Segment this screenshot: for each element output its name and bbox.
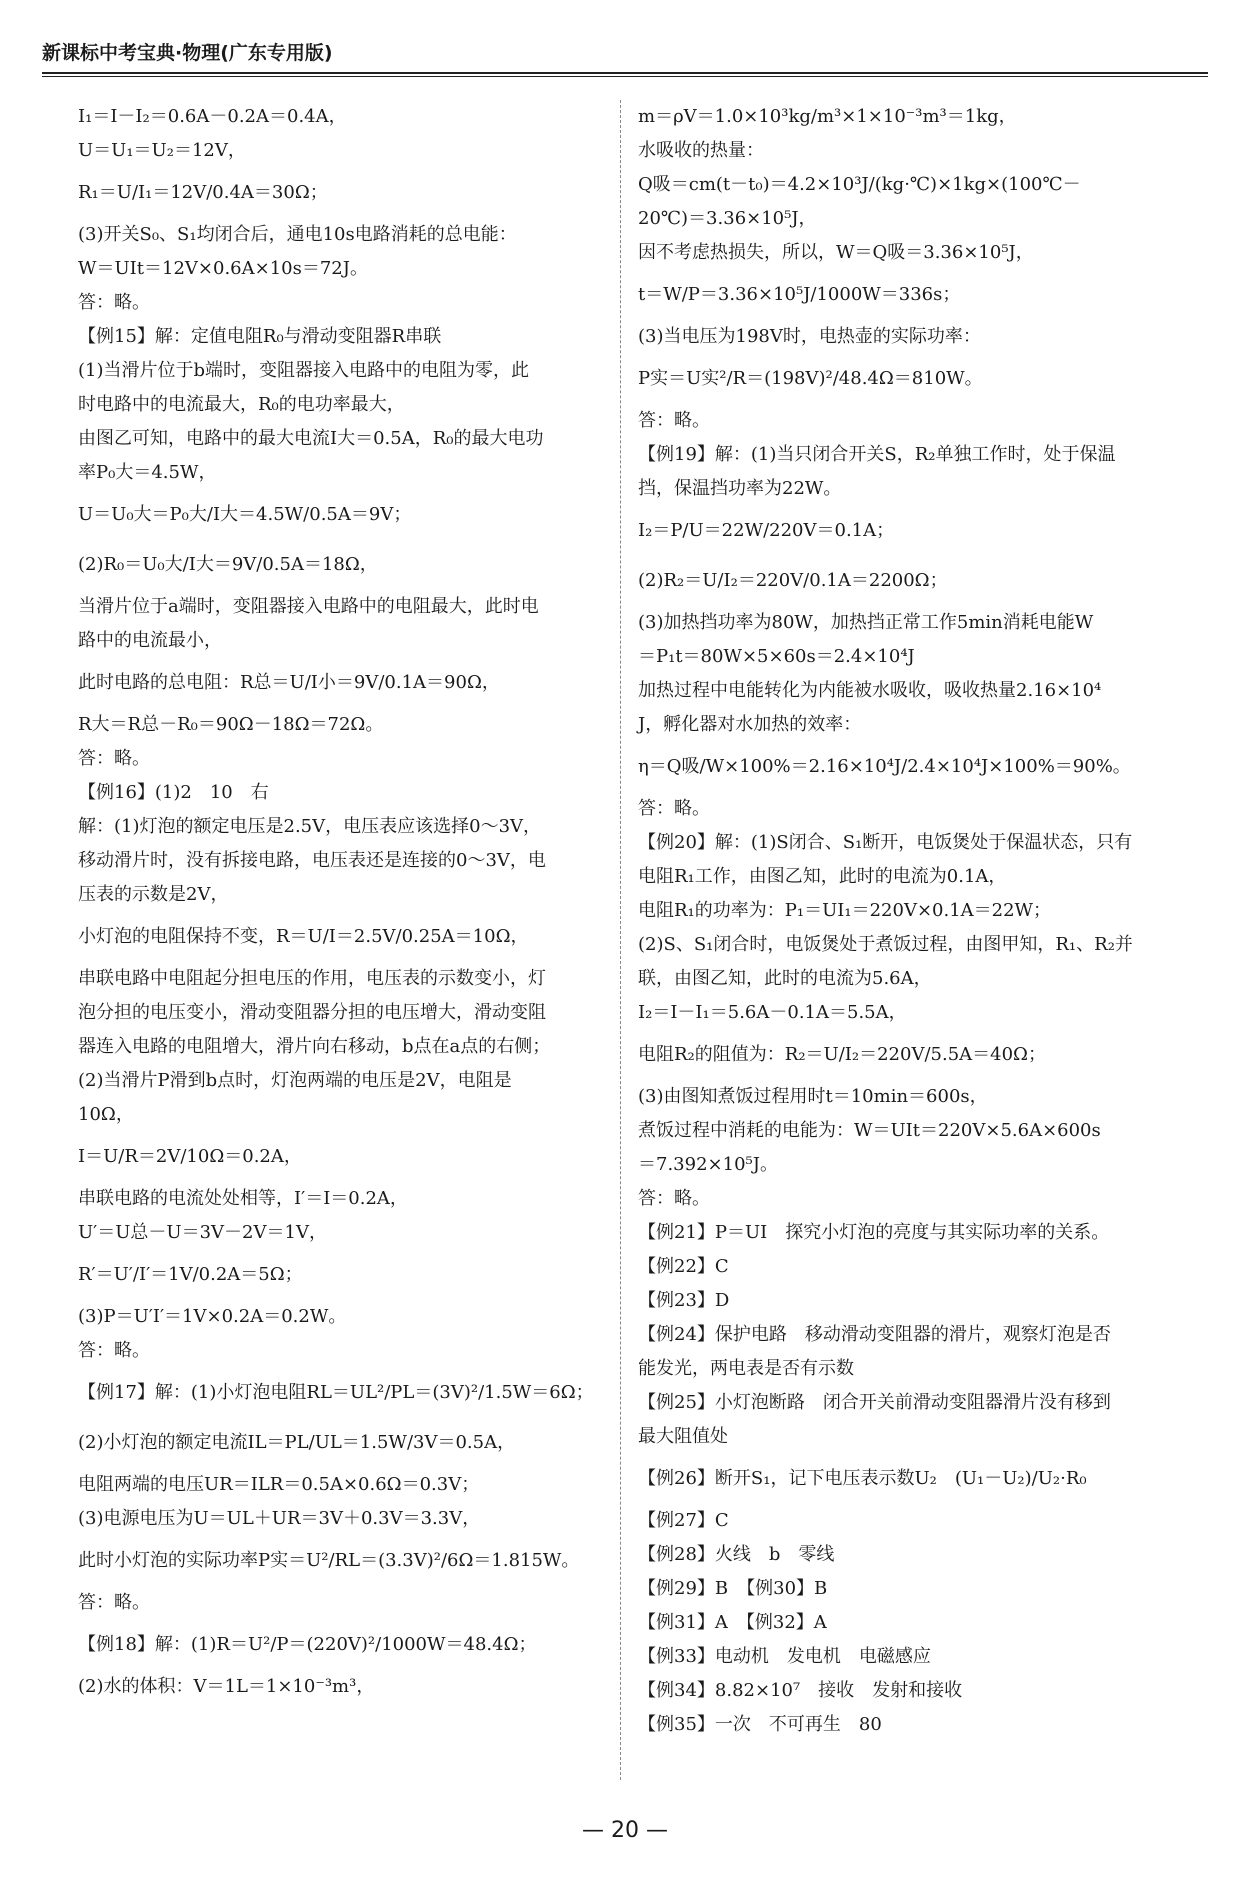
text-line: 【例26】断开S₁，记下电压表示数U₂ (U₁－U₂)/U₂·R₀ xyxy=(638,1468,1087,1489)
text-line: P实＝U实²/R＝(198V)²/48.4Ω＝810W。 xyxy=(638,368,983,389)
text-line: Q吸＝cm(t－t₀)＝4.2×10³J/(kg·℃)×1kg×(100℃－ xyxy=(638,174,1081,195)
text-line: 压表的示数是2V， xyxy=(78,884,229,905)
text-line: 【例24】保护电路 移动滑动变阻器的滑片，观察灯泡是否 xyxy=(638,1324,1111,1345)
text-line: (3)由图知煮饭过程用时t＝10min＝600s， xyxy=(638,1086,988,1107)
text-line: 【例16】(1)2 10 右 xyxy=(78,782,269,803)
text-line: ＝P₁t＝80W×5×60s＝2.4×10⁴J xyxy=(638,646,915,667)
header-rule-thin xyxy=(42,76,1208,77)
text-line: η＝Q吸/W×100%＝2.16×10⁴J/2.4×10⁴J×100%＝90%。 xyxy=(638,756,1131,777)
text-line: 联，由图乙知，此时的电流为5.6A， xyxy=(638,968,932,989)
text-line: 答：略。 xyxy=(638,410,710,431)
text-line: (3)加热挡功率为80W，加热挡正常工作5min消耗电能W xyxy=(638,612,1094,633)
text-line: W＝UIt＝12V×0.6A×10s＝72J。 xyxy=(78,258,368,279)
header-title: 新课标中考宝典·物理(广东专用版) xyxy=(42,42,333,64)
text-line: 能发光，两电表是否有示数 xyxy=(638,1358,854,1379)
text-line: 挡，保温挡功率为22W。 xyxy=(638,478,842,499)
text-line: 串联电路中电阻起分担电压的作用，电压表的示数变小，灯 xyxy=(78,968,546,989)
text-line: t＝W/P＝3.36×10⁵J/1000W＝336s； xyxy=(638,284,961,305)
text-line: (2)水的体积：V＝1L＝1×10⁻³m³， xyxy=(78,1676,375,1697)
text-line: (2)S、S₁闭合时，电饭煲处于煮饭过程，由图甲知，R₁、R₂并 xyxy=(638,934,1133,955)
text-line: 串联电路的电流处处相等，I′＝I＝0.2A， xyxy=(78,1188,408,1209)
text-line: 【例22】C xyxy=(638,1256,729,1277)
text-line: 解：(1)灯泡的额定电压是2.5V，电压表应该选择0～3V， xyxy=(78,816,542,837)
text-line: 泡分担的电压变小，滑动变阻器分担的电压增大，滑动变阻 xyxy=(78,1002,546,1023)
text-line: 答：略。 xyxy=(78,292,150,313)
text-line: 器连入电路的电阻增大，滑片向右移动，b点在a点的右侧； xyxy=(78,1036,551,1057)
text-line: R′＝U′/I′＝1V/0.2A＝5Ω； xyxy=(78,1264,303,1285)
text-line: I₂＝I－I₁＝5.6A－0.1A＝5.5A， xyxy=(638,1002,907,1023)
text-line: ＝7.392×10⁵J。 xyxy=(638,1154,778,1175)
text-line: 电阻R₁的功率为：P₁＝UI₁＝220V×0.1A＝22W； xyxy=(638,900,1052,921)
text-line: 【例29】B 【例30】B xyxy=(638,1578,828,1599)
text-line: (1)当滑片位于b端时，变阻器接入电路中的电阻为零，此 xyxy=(78,360,530,381)
text-line: 小灯泡的电阻保持不变，R＝U/I＝2.5V/0.25A＝10Ω， xyxy=(78,926,529,947)
text-line: 【例28】火线 b 零线 xyxy=(638,1544,835,1565)
text-line: 【例34】8.82×10⁷ 接收 发射和接收 xyxy=(638,1680,963,1701)
text-line: 答：略。 xyxy=(78,1592,150,1613)
text-line: 路中的电流最小， xyxy=(78,630,222,651)
text-line: 电阻R₂的阻值为：R₂＝U/I₂＝220V/5.5A＝40Ω； xyxy=(638,1044,1046,1065)
text-line: 【例27】C xyxy=(638,1510,729,1531)
text-line: 电阻两端的电压UR＝ILR＝0.5A×0.6Ω＝0.3V； xyxy=(78,1474,480,1495)
text-line: 答：略。 xyxy=(638,798,710,819)
text-line: 答：略。 xyxy=(78,1340,150,1361)
text-line: U＝U₁＝U₂＝12V， xyxy=(78,140,246,161)
text-line: 【例15】解：定值电阻R₀与滑动变阻器R串联 xyxy=(78,326,442,347)
text-line: 移动滑片时，没有拆接电路，电压表还是连接的0～3V，电 xyxy=(78,850,546,871)
text-line: (2)当滑片P滑到b点时，灯泡两端的电压是2V，电阻是 xyxy=(78,1070,512,1091)
column-divider xyxy=(620,100,621,1780)
text-line: 【例33】电动机 发电机 电磁感应 xyxy=(638,1646,931,1667)
text-line: 煮饭过程中消耗的电能为：W＝UIt＝220V×5.6A×600s xyxy=(638,1120,1101,1141)
text-line: 【例23】D xyxy=(638,1290,730,1311)
header-rule-thick xyxy=(42,72,1208,74)
text-line: (3)P＝U′I′＝1V×0.2A＝0.2W。 xyxy=(78,1306,347,1327)
text-line: 【例20】解：(1)S闭合、S₁断开，电饭煲处于保温状态，只有 xyxy=(638,832,1133,853)
text-line: I₁＝I－I₂＝0.6A－0.2A＝0.4A， xyxy=(78,106,347,127)
text-line: 【例18】解：(1)R＝U²/P＝(220V)²/1000W＝48.4Ω； xyxy=(78,1634,537,1655)
text-line: (2)R₀＝U₀大/I大＝9V/0.5A＝18Ω， xyxy=(78,554,378,575)
page-number: — 20 — xyxy=(582,1818,668,1843)
text-line: 由图乙可知，电路中的最大电流I大＝0.5A，R₀的最大电功 xyxy=(78,428,544,449)
text-line: 【例21】P＝UI 探究小灯泡的亮度与其实际功率的关系。 xyxy=(638,1222,1110,1243)
text-line: (3)电源电压为U＝UL＋UR＝3V＋0.3V＝3.3V， xyxy=(78,1508,481,1529)
text-line: 答：略。 xyxy=(78,748,150,769)
text-line: (2)R₂＝U/I₂＝220V/0.1A＝2200Ω； xyxy=(638,570,948,591)
text-line: m＝ρV＝1.0×10³kg/m³×1×10⁻³m³＝1kg， xyxy=(638,106,1017,127)
text-line: J，孵化器对水加热的效率： xyxy=(638,714,862,735)
text-line: 【例35】一次 不可再生 80 xyxy=(638,1714,882,1735)
text-line: 时电路中的电流最大，R₀的电功率最大， xyxy=(78,394,405,415)
text-line: I＝U/R＝2V/10Ω＝0.2A， xyxy=(78,1146,302,1167)
text-line: 答：略。 xyxy=(638,1188,710,1209)
text-line: 【例31】A 【例32】A xyxy=(638,1612,827,1633)
text-line: (2)小灯泡的额定电流IL＝PL/UL＝1.5W/3V＝0.5A， xyxy=(78,1432,516,1453)
text-line: 20℃)＝3.36×10⁵J， xyxy=(638,208,817,229)
text-line: (3)当电压为198V时，电热壶的实际功率： xyxy=(638,326,981,347)
text-line: R大＝R总－R₀＝90Ω－18Ω＝72Ω。 xyxy=(78,714,384,735)
text-line: 因不考虑热损失，所以，W＝Q吸＝3.36×10⁵J， xyxy=(638,242,1034,263)
text-line: I₂＝P/U＝22W/220V＝0.1A； xyxy=(638,520,895,541)
text-line: 电阻R₁工作，由图乙知，此时的电流为0.1A， xyxy=(638,866,1007,887)
text-line: 【例19】解：(1)当只闭合开关S，R₂单独工作时，处于保温 xyxy=(638,444,1116,465)
text-line: 当滑片位于a端时，变阻器接入电路中的电阻最大，此时电 xyxy=(78,596,539,617)
text-line: (3)开关S₀、S₁均闭合后，通电10s电路消耗的总电能： xyxy=(78,224,517,245)
text-line: 水吸收的热量： xyxy=(638,140,764,161)
text-line: 率P₀大＝4.5W， xyxy=(78,462,217,483)
text-line: 【例17】解：(1)小灯泡电阻RL＝UL²/PL＝(3V)²/1.5W＝6Ω； xyxy=(78,1382,594,1403)
text-line: 最大阻值处 xyxy=(638,1426,728,1447)
text-line: 此时电路的总电阻：R总＝U/I小＝9V/0.1A＝90Ω， xyxy=(78,672,500,693)
text-line: R₁＝U/I₁＝12V/0.4A＝30Ω； xyxy=(78,182,328,203)
text-line: U′＝U总－U＝3V－2V＝1V， xyxy=(78,1222,327,1243)
text-line: 此时小灯泡的实际功率P实＝U²/RL＝(3.3V)²/6Ω＝1.815W。 xyxy=(78,1550,580,1571)
text-line: 加热过程中电能转化为内能被水吸收，吸收热量2.16×10⁴ xyxy=(638,680,1102,701)
text-line: 10Ω， xyxy=(78,1104,134,1125)
right-column xyxy=(638,100,1173,1742)
left-column xyxy=(78,100,608,1704)
text-line: U＝U₀大＝P₀大/I大＝4.5W/0.5A＝9V； xyxy=(78,504,412,525)
text-line: 【例25】小灯泡断路 闭合开关前滑动变阻器滑片没有移到 xyxy=(638,1392,1111,1413)
